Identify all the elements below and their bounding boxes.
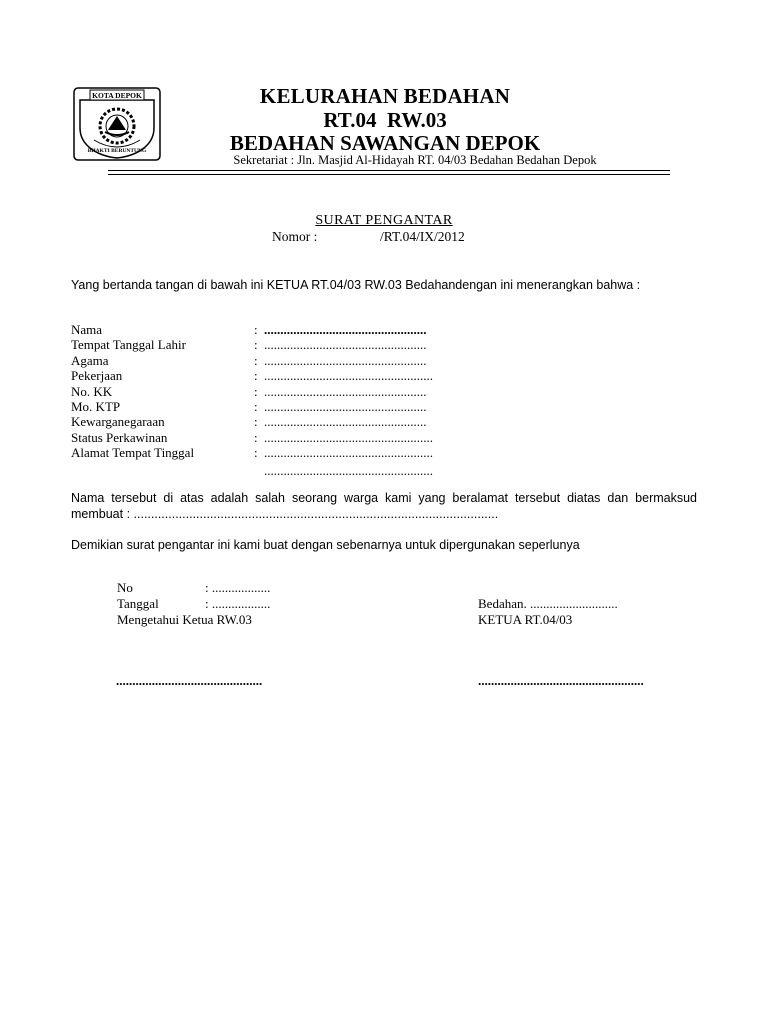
signature-line-left: ............................................. <box>116 673 263 688</box>
field-colon: : <box>254 368 258 384</box>
sig-no-value: : .................. <box>205 580 271 595</box>
field-label: Kewarganegaraan <box>71 414 165 430</box>
intro-paragraph: Yang bertanda tangan di bawah ini KETUA RT.04/03 RW.03 Bedahandengan ini menerangkan bahwa : <box>71 278 641 292</box>
field-colon: : <box>254 445 258 461</box>
field-value: .................................................... <box>264 368 433 384</box>
letter-number-label: Nomor : <box>272 229 318 244</box>
field-value: .................................................... <box>264 462 433 478</box>
field-label: Pekerjaan <box>71 368 123 384</box>
header-rule-thin <box>108 174 670 175</box>
letter-title: SURAT PENGANTAR <box>315 213 453 228</box>
sig-place-date: Bedahan. ........................... <box>478 596 618 611</box>
logo-label-top: KOTA DEPOK <box>92 91 142 100</box>
field-colon: : <box>254 383 258 399</box>
field-value: .................................................... <box>264 429 433 445</box>
statement-paragraph: Nama tersebut di atas adalah salah seorang warga kami yang beralamat tersebut diatas dan bermaksud membuat : ......................................................................................................... <box>71 491 697 521</box>
sig-date-value: : .................. <box>205 596 271 611</box>
field-label: Mo. KTP <box>71 398 121 414</box>
field-value: .................................................. <box>264 352 427 368</box>
sig-left-title: Mengetahui Ketua RW.03 <box>117 612 252 627</box>
field-colon: : <box>254 322 258 337</box>
letter-number-value: /RT.04/IX/2012 <box>380 229 465 244</box>
field-value: .................................................. <box>264 337 427 353</box>
field-colon: : <box>254 352 258 368</box>
header-kelurahan: KELURAHAN BEDAHAN <box>259 84 511 108</box>
field-colon: : <box>254 398 258 414</box>
signature-line-right: ................................................... <box>478 673 644 688</box>
field-value: .................................................. <box>264 398 427 414</box>
field-value: .................................................... <box>264 445 433 461</box>
header-rt-rw: RT.04 RW.03 <box>323 108 447 132</box>
kota-depok-logo-icon <box>72 86 162 162</box>
field-value: .................................................. <box>264 322 427 337</box>
field-label: Nama <box>71 322 103 337</box>
secretariat-address: Sekretariat : Jln. Masjid Al-Hidayah RT. 04/03 Bedahan Bedahan Depok <box>233 153 597 167</box>
header-rule-thick <box>108 170 670 171</box>
letter-number <box>272 229 465 245</box>
field-colon: : <box>254 429 258 445</box>
field-label: No. KK <box>71 383 113 399</box>
closing-paragraph: Demikian surat pengantar ini kami buat dengan sebenarnya untuk dipergunakan seperlunya <box>71 538 580 552</box>
field-label: Tempat Tanggal Lahir <box>71 337 186 353</box>
signature-right-block <box>478 596 618 628</box>
sig-right-title: KETUA RT.04/03 <box>478 612 573 627</box>
field-label: Agama <box>71 352 109 368</box>
field-label: Status Perkawinan <box>71 429 168 445</box>
field-colon: : <box>254 337 258 353</box>
header-area: BEDAHAN SAWANGAN DEPOK <box>229 131 541 155</box>
field-value: .................................................. <box>264 414 427 430</box>
field-colon: : <box>254 414 258 430</box>
field-value: .................................................. <box>264 383 427 399</box>
sig-date-label: Tanggal <box>117 596 159 611</box>
sig-no-label: No <box>117 580 133 595</box>
logo-label-bottom: BHAKTI BERUNTUNG <box>87 148 147 154</box>
field-label: Alamat Tempat Tinggal <box>71 445 195 461</box>
